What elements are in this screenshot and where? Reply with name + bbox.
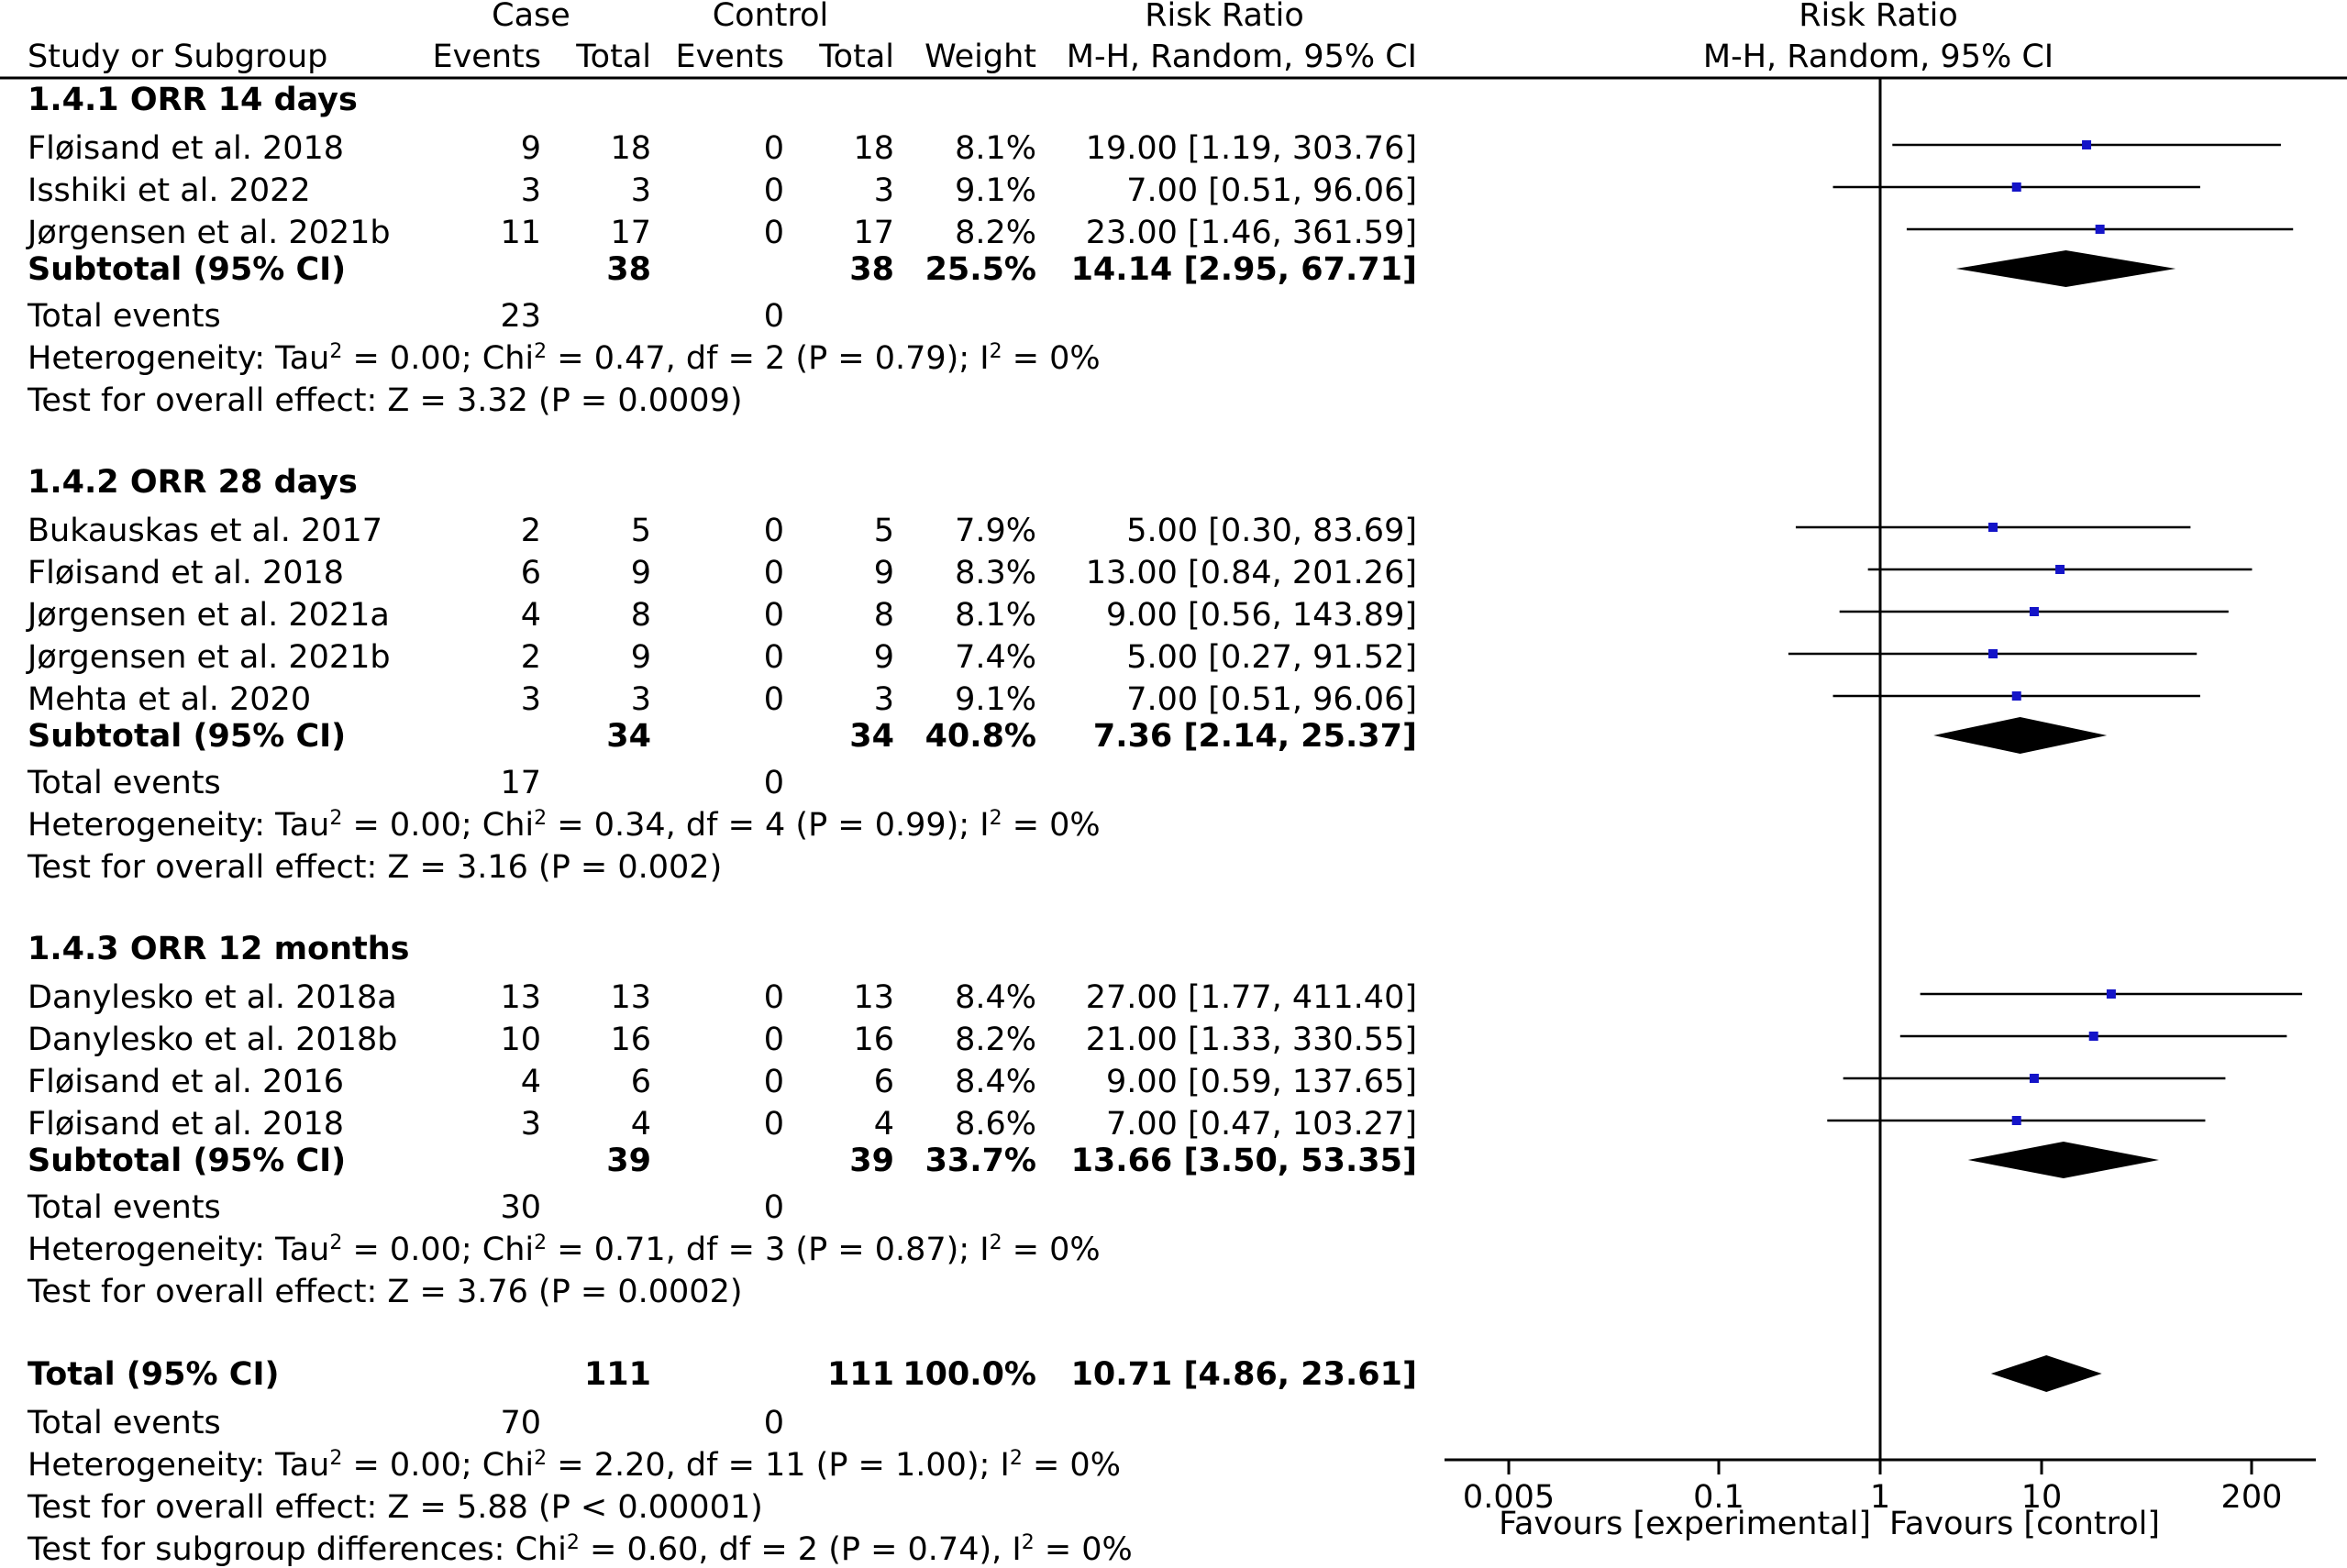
header-control-total: Total (819, 39, 894, 75)
study-weight: 8.3% (955, 555, 1036, 591)
x-tick-label: 1 (1869, 1479, 1891, 1516)
header-case-events: Events (432, 39, 541, 75)
total-events-label: Total events (28, 298, 221, 335)
control-total: 18 (853, 130, 894, 167)
subgroup-subtotal-row (28, 1143, 1417, 1179)
table-rows (26, 82, 1417, 1568)
subgroup-title: 1.4.2 ORR 28 days (28, 464, 358, 501)
summary-weight: 33.7% (924, 1143, 1036, 1179)
study-ci: 21.00 [1.33, 330.55] (1085, 1021, 1417, 1058)
study-name: Bukauskas et al. 2017 (28, 513, 383, 549)
study-row (28, 681, 1417, 718)
study-weight: 8.4% (955, 1064, 1036, 1100)
study-weight: 9.1% (955, 681, 1036, 718)
summary-ci: 10.71 [4.86, 23.61] (1070, 1356, 1417, 1393)
study-row (28, 1064, 1417, 1100)
case-events: 3 (520, 1106, 541, 1143)
point-estimate-marker (2030, 607, 2039, 616)
case-total: 16 (610, 1021, 651, 1058)
point-estimate-marker (1988, 523, 1998, 532)
study-weight: 8.6% (955, 1106, 1036, 1143)
control-events: 0 (763, 130, 784, 167)
control-events: 0 (763, 555, 784, 591)
total-events-control: 0 (763, 765, 784, 801)
study-name: Danylesko et al. 2018a (28, 979, 397, 1016)
case-total: 3 (630, 172, 651, 209)
study-row (26, 639, 1417, 676)
study-name: Danylesko et al. 2018b (28, 1021, 398, 1058)
control-total: 8 (873, 597, 894, 634)
study-row (28, 555, 1417, 591)
study-ci: 5.00 [0.30, 83.69] (1126, 513, 1417, 549)
point-estimate-marker (2055, 565, 2065, 574)
point-estimate-marker (2012, 182, 2021, 192)
study-row (28, 172, 1417, 209)
control-total: 16 (853, 1021, 894, 1058)
header-risk-ratio: Risk Ratio (1145, 0, 1304, 34)
overall-effect-text: Test for overall effect: Z = 5.88 (P < 0.00001) (28, 1489, 763, 1526)
control-events: 0 (763, 1106, 784, 1143)
control-total: 4 (873, 1106, 894, 1143)
favours-left-label: Favours [experimental] (1499, 1506, 1871, 1542)
summary-ci: 13.66 [3.50, 53.35] (1070, 1143, 1417, 1179)
overall-total-row (28, 1356, 1417, 1393)
control-events: 0 (763, 1064, 784, 1100)
total-events-control: 0 (763, 298, 784, 335)
study-row (28, 1106, 1417, 1143)
favours-right-label: Favours [control] (1889, 1506, 2161, 1542)
case-events: 4 (520, 1064, 541, 1100)
total-events-control: 0 (763, 1405, 784, 1441)
study-ci: 9.00 [0.59, 137.65] (1105, 1064, 1417, 1100)
study-weight: 8.2% (955, 215, 1036, 251)
header-plot-title: Risk Ratio (1799, 0, 1958, 34)
study-name: Fløisand et al. 2018 (28, 130, 345, 167)
control-total: 3 (873, 681, 894, 718)
overall-diamond (1991, 1355, 2102, 1392)
study-weight: 8.1% (955, 597, 1036, 634)
study-weight: 7.9% (955, 513, 1036, 549)
case-total: 13 (610, 979, 651, 1016)
total-events-case: 23 (500, 298, 541, 335)
overall-effect-text: Test for overall effect: Z = 3.76 (P = 0.0002) (28, 1274, 743, 1310)
subgroup-differences-text: Test for subgroup differences: Chi$^2$ = 0.60, df = 2 (P = 0.74), $I^2 = 0\%$ (28, 1530, 1133, 1568)
study-row (28, 1021, 1417, 1058)
overall-effect-text: Test for overall effect: Z = 3.16 (P = 0.002) (28, 849, 723, 886)
case-total: 8 (630, 597, 651, 634)
subtotal-diamond (1933, 717, 2107, 754)
case-events: 13 (500, 979, 541, 1016)
total-events-case: 70 (500, 1405, 541, 1441)
case-total: 3 (630, 681, 651, 718)
x-tick-label: 200 (2220, 1479, 2283, 1516)
summary-weight: 40.8% (924, 718, 1036, 755)
header-case-total: Total (576, 39, 651, 75)
study-ci: 9.00 [0.56, 143.89] (1105, 597, 1417, 634)
summary-control-total: 38 (849, 251, 894, 288)
study-name: Isshiki et al. 2022 (28, 172, 311, 209)
study-ci: 19.00 [1.19, 303.76] (1085, 130, 1417, 167)
case-events: 3 (520, 172, 541, 209)
point-estimate-marker (2096, 225, 2105, 234)
heterogeneity-text: Heterogeneity: Tau$^2$ = 0.00; Chi$^2$ = 0.34, df = 4 (P = 0.99); $I^2 = 0\%$ (28, 806, 1101, 844)
x-tick-label: 0.1 (1693, 1479, 1744, 1516)
study-name: Fløisand et al. 2018 (28, 1106, 345, 1143)
study-name: Jørgensen et al. 2021a (28, 597, 390, 634)
study-weight: 8.1% (955, 130, 1036, 167)
heterogeneity-text: Heterogeneity: Tau$^2$ = 0.00; Chi$^2$ = 0.47, df = 2 (P = 0.79); $I^2 = 0\%$ (28, 339, 1101, 377)
header-plot-method: M-H, Random, 95% CI (1702, 39, 2054, 75)
control-events: 0 (763, 215, 784, 251)
summary-label: Subtotal (95% CI) (28, 251, 347, 288)
study-ci: 7.00 [0.47, 103.27] (1105, 1106, 1417, 1143)
control-total: 17 (853, 215, 894, 251)
subgroup-subtotal-row (28, 718, 1417, 755)
control-total: 9 (873, 639, 894, 676)
study-weight: 9.1% (955, 172, 1036, 209)
summary-case-total: 34 (606, 718, 651, 755)
control-total: 9 (873, 555, 894, 591)
header-weight: Weight (924, 39, 1036, 75)
subtotal-diamond (1968, 1142, 2159, 1178)
study-name: Mehta et al. 2020 (28, 681, 312, 718)
heterogeneity-text: Heterogeneity: Tau$^2$ = 0.00; Chi$^2$ = 0.71, df = 3 (P = 0.87); $I^2 = 0\%$ (28, 1231, 1101, 1268)
case-events: 6 (520, 555, 541, 591)
study-row (28, 130, 1417, 167)
total-events-label: Total events (28, 1405, 221, 1441)
study-ci: 7.00 [0.51, 96.06] (1126, 681, 1417, 718)
study-weight: 7.4% (955, 639, 1036, 676)
case-events: 2 (520, 639, 541, 676)
study-name: Jørgensen et al. 2021b (28, 215, 391, 251)
case-events: 11 (500, 215, 541, 251)
control-total: 3 (873, 172, 894, 209)
study-row (26, 597, 1417, 634)
control-events: 0 (763, 513, 784, 549)
total-events-case: 17 (500, 765, 541, 801)
subgroup-title: 1.4.3 ORR 12 months (28, 931, 410, 967)
control-events: 0 (763, 172, 784, 209)
study-name: Jørgensen et al. 2021b (28, 639, 391, 676)
summary-weight: 100.0% (902, 1356, 1036, 1393)
case-total: 18 (610, 130, 651, 167)
summary-case-total: 111 (583, 1356, 651, 1393)
study-name: Fløisand et al. 2018 (28, 555, 345, 591)
control-events: 0 (763, 1021, 784, 1058)
study-weight: 8.4% (955, 979, 1036, 1016)
header-rr-method: M-H, Random, 95% CI (1066, 39, 1417, 75)
study-ci: 7.00 [0.51, 96.06] (1126, 172, 1417, 209)
summary-case-total: 39 (606, 1143, 651, 1179)
case-total: 6 (630, 1064, 651, 1100)
summary-control-total: 111 (826, 1356, 894, 1393)
case-events: 10 (500, 1021, 541, 1058)
case-events: 3 (520, 681, 541, 718)
subgroup-title: 1.4.1 ORR 14 days (28, 82, 358, 118)
summary-control-total: 39 (849, 1143, 894, 1179)
point-estimate-marker (2089, 1032, 2098, 1041)
summary-case-total: 38 (606, 251, 651, 288)
summary-label: Total (95% CI) (28, 1356, 280, 1393)
study-ci: 13.00 [0.84, 201.26] (1085, 555, 1417, 591)
case-events: 2 (520, 513, 541, 549)
summary-ci: 7.36 [2.14, 25.37] (1092, 718, 1417, 755)
total-events-label: Total events (28, 765, 221, 801)
control-total: 6 (873, 1064, 894, 1100)
summary-label: Subtotal (95% CI) (28, 718, 347, 755)
total-events-control: 0 (763, 1189, 784, 1226)
control-total: 5 (873, 513, 894, 549)
case-total: 17 (610, 215, 651, 251)
summary-control-total: 34 (849, 718, 894, 755)
study-ci: 5.00 [0.27, 91.52] (1126, 639, 1417, 676)
study-weight: 8.2% (955, 1021, 1036, 1058)
header-control: Control (712, 0, 829, 34)
point-estimate-marker (1988, 649, 1998, 658)
header-control-events: Events (675, 39, 784, 75)
case-total: 9 (630, 555, 651, 591)
point-estimate-marker (2082, 140, 2091, 149)
control-events: 0 (763, 979, 784, 1016)
point-estimate-marker (2030, 1074, 2039, 1083)
summary-label: Subtotal (95% CI) (28, 1143, 347, 1179)
study-ci: 27.00 [1.77, 411.40] (1085, 979, 1417, 1016)
case-total: 4 (630, 1106, 651, 1143)
summary-weight: 25.5% (924, 251, 1036, 288)
control-events: 0 (763, 639, 784, 676)
study-row (26, 215, 1417, 251)
total-events-label: Total events (28, 1189, 221, 1226)
summary-ci: 14.14 [2.95, 67.71] (1070, 251, 1417, 288)
heterogeneity-text: Heterogeneity: Tau$^2$ = 0.00; Chi$^2$ = 2.20, df = 11 (P = 1.00); $I^2 = 0\%$ (28, 1446, 1121, 1484)
point-estimate-marker (2107, 989, 2116, 999)
header-case: Case (492, 0, 570, 34)
table-header (0, 0, 2347, 78)
control-total: 13 (853, 979, 894, 1016)
study-ci: 23.00 [1.46, 361.59] (1085, 215, 1417, 251)
point-estimate-marker (2012, 691, 2021, 701)
x-tick-label: 10 (2020, 1479, 2063, 1516)
x-tick-label: 0.005 (1462, 1479, 1555, 1516)
case-events: 9 (520, 130, 541, 167)
plot-area (1445, 79, 2316, 1542)
subgroup-subtotal-row (28, 251, 1417, 288)
header-study: Study or Subgroup (28, 39, 328, 75)
control-events: 0 (763, 597, 784, 634)
case-events: 4 (520, 597, 541, 634)
control-events: 0 (763, 681, 784, 718)
subtotal-diamond (1956, 250, 2175, 287)
overall-effect-text: Test for overall effect: Z = 3.32 (P = 0.0009) (28, 382, 743, 419)
case-total: 5 (630, 513, 651, 549)
study-name: Fløisand et al. 2016 (28, 1064, 345, 1100)
total-events-case: 30 (500, 1189, 541, 1226)
point-estimate-marker (2012, 1116, 2021, 1125)
case-total: 9 (630, 639, 651, 676)
study-row (28, 979, 1417, 1016)
study-row (28, 513, 1417, 549)
